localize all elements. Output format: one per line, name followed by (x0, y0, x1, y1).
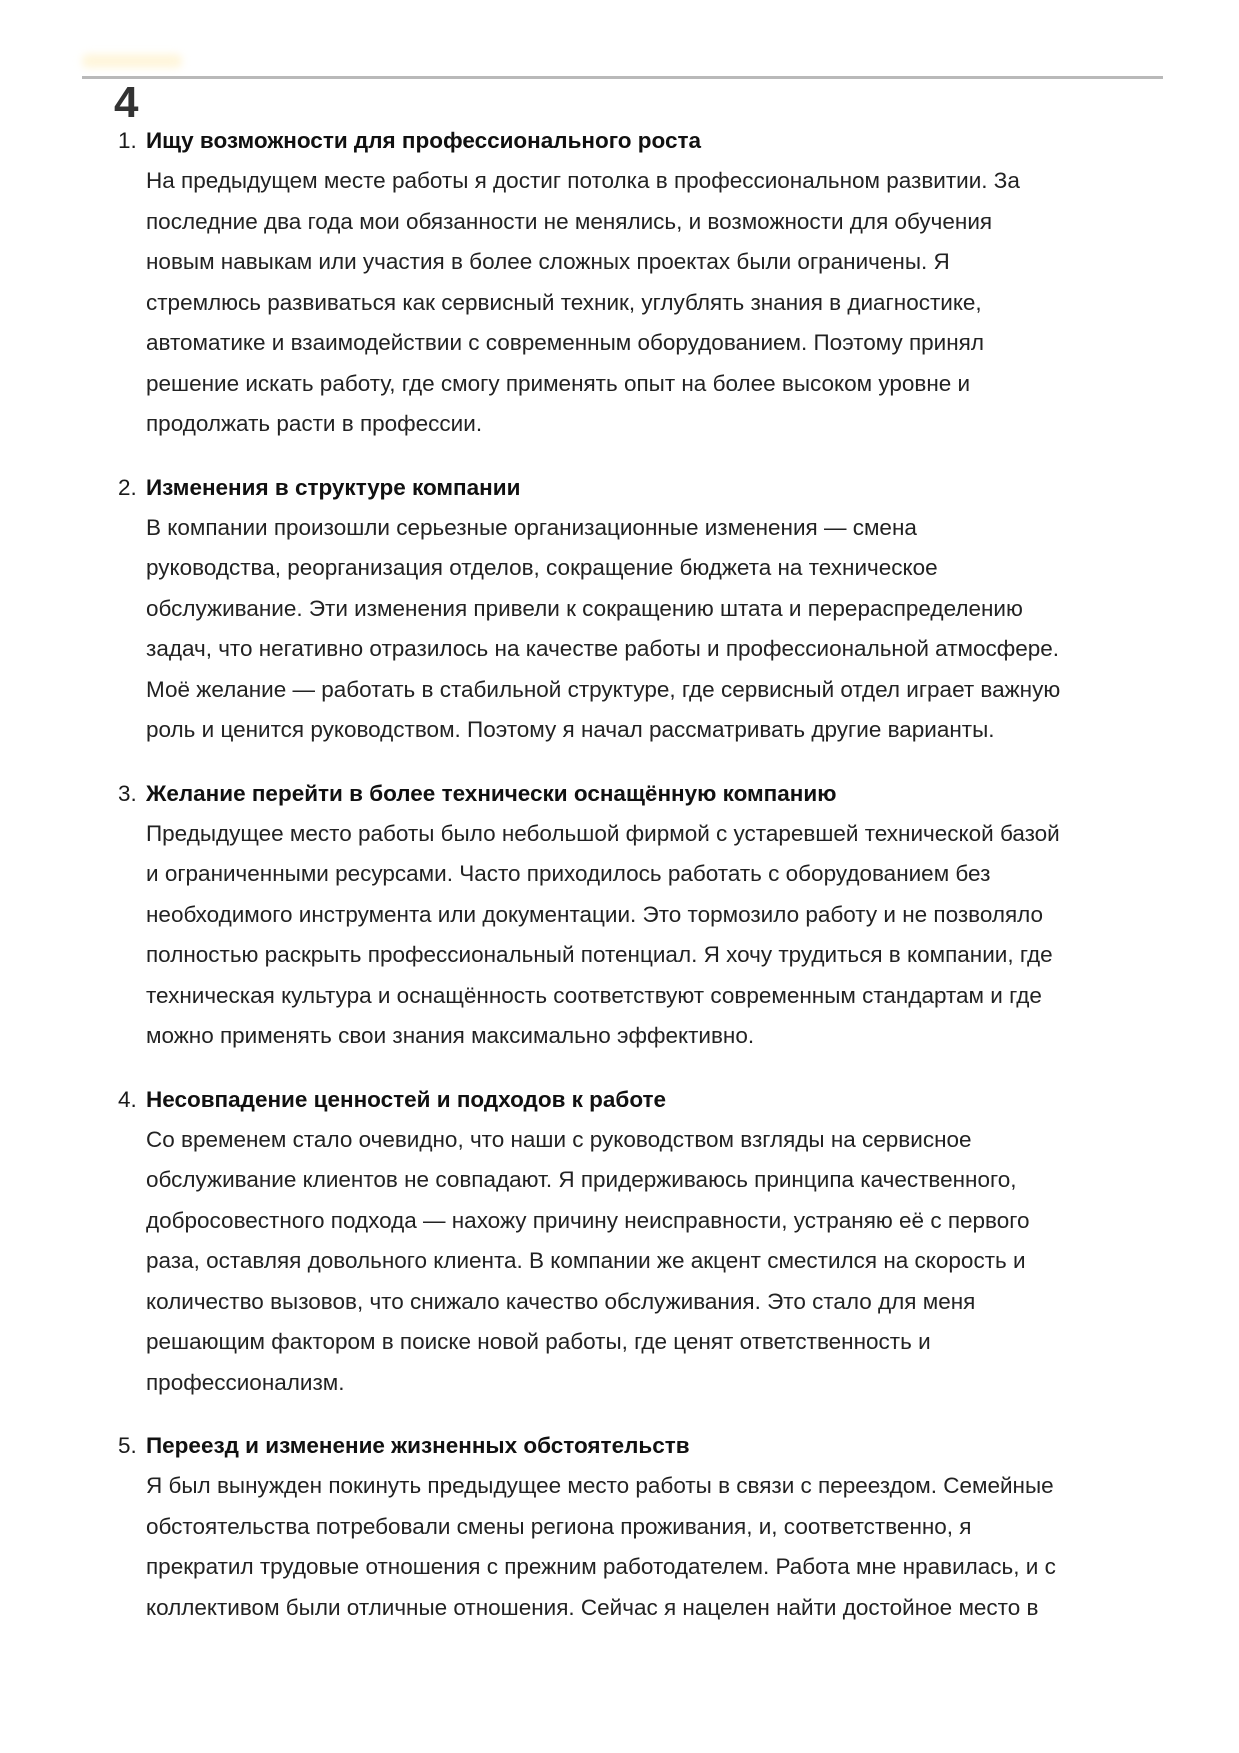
item-heading: Изменения в структуре компании (146, 474, 521, 500)
body-line: продолжать расти в профессии. (146, 411, 483, 436)
body-line: решающим фактором в поиске новой работы, где ценят ответственность и (146, 1329, 931, 1354)
body-line: коллективом были отличные отношения. Сейчас я нацелен найти достойное место в (146, 1594, 1039, 1620)
item-body (118, 814, 1178, 1057)
item-body (118, 1120, 1178, 1404)
item-number: 2. (118, 474, 137, 500)
item-title (118, 1426, 1178, 1466)
body-line: обслуживание клиентов не совпадают. Я придерживаюсь принципа качественного, (146, 1167, 1017, 1192)
body-line: Предыдущее место работы было небольшой фирмой с устаревшей технической базой (146, 820, 1060, 846)
body-line: добросовестного подхода — нахожу причину неисправности, устраняю её с первого (146, 1207, 1030, 1233)
body-line: руководства, реорганизация отделов, сокращение бюджета на техническое (146, 555, 938, 580)
list-item (118, 774, 1178, 1057)
body-line: количество вызовов, что снижало качество обслуживания. Это стало для меня (146, 1288, 976, 1314)
body-line: полностью раскрыть профессиональный потенциал. Я хочу трудиться в компании, где (146, 942, 1053, 967)
item-title (118, 468, 1178, 508)
body-line: новым навыкам или участия в более сложных проектах были ограничены. Я (146, 249, 950, 274)
body-line: роль и ценится руководством. Поэтому я начал рассматривать другие варианты. (146, 717, 995, 742)
item-body (118, 508, 1178, 751)
item-body (118, 1466, 1178, 1628)
body-line: автоматике и взаимодействии с современным оборудованием. Поэтому принял (146, 330, 984, 355)
list-item (118, 468, 1178, 751)
body-line: необходимого инструмента или документации. Это тормозило работу и не позволяло (146, 901, 1044, 927)
list-item (118, 1080, 1178, 1404)
body-line: прекратил трудовые отношения с прежним работодателем. Работа мне нравилась, и с (146, 1554, 1056, 1579)
item-body (118, 161, 1178, 445)
item-heading: Несовпадение ценностей и подходов к работе (146, 1086, 667, 1112)
page-number: 4 (114, 78, 139, 127)
item-number: 1. (118, 128, 137, 153)
body-line: В компании произошли серьезные организационные изменения — смена (146, 514, 917, 540)
item-heading: Ищу возможности для профессионального роста (146, 128, 702, 153)
item-number: 3. (118, 780, 137, 806)
reasons-list (118, 121, 1178, 1651)
highlight-mark (82, 54, 182, 68)
page-divider (82, 76, 1163, 79)
body-line: обстоятельства потребовали смены региона проживания, и, соответственно, я (146, 1513, 972, 1539)
body-line: Моё желание — работать в стабильной структуре, где сервисный отдел играет важную (146, 676, 1061, 702)
body-line: профессионализм. (146, 1369, 345, 1395)
list-item (118, 121, 1178, 445)
item-heading: Переезд и изменение жизненных обстоятельств (146, 1433, 690, 1458)
item-title (118, 774, 1178, 814)
body-line: раза, оставляя довольного клиента. В компании же акцент сместился на скорость и (146, 1248, 1026, 1273)
body-line: техническая культура и оснащённость соответствуют современным стандартам и где (146, 982, 1042, 1008)
body-line: задач, что негативно отразилось на качестве работы и профессиональной атмосфере. (146, 636, 1060, 661)
body-line: последние два года мои обязанности не менялись, и возможности для обучения (146, 208, 993, 234)
item-title (118, 121, 1178, 161)
item-heading: Желание перейти в более технически оснащённую компанию (146, 780, 837, 806)
item-title (118, 1080, 1178, 1120)
body-line: Со временем стало очевидно, что наши с руководством взгляды на сервисное (146, 1126, 972, 1152)
body-line: обслуживание. Эти изменения привели к сокращению штата и перераспределению (146, 595, 1023, 621)
body-line: На предыдущем месте работы я достиг потолка в профессиональном развитии. За (146, 168, 1020, 193)
body-line: можно применять свои знания максимально эффективно. (146, 1023, 755, 1048)
body-line: стремлюсь развиваться как сервисный техник, углублять знания в диагностике, (146, 289, 982, 315)
list-item (118, 1426, 1178, 1628)
body-line: и ограниченными ресурсами. Часто приходилось работать с оборудованием без (146, 861, 991, 886)
body-line: решение искать работу, где смогу применять опыт на более высоком уровне и (146, 370, 971, 396)
item-number: 5. (118, 1433, 137, 1458)
item-number: 4. (118, 1086, 137, 1112)
body-line: Я был вынужден покинуть предыдущее место работы в связи с переездом. Семейные (146, 1473, 1054, 1498)
